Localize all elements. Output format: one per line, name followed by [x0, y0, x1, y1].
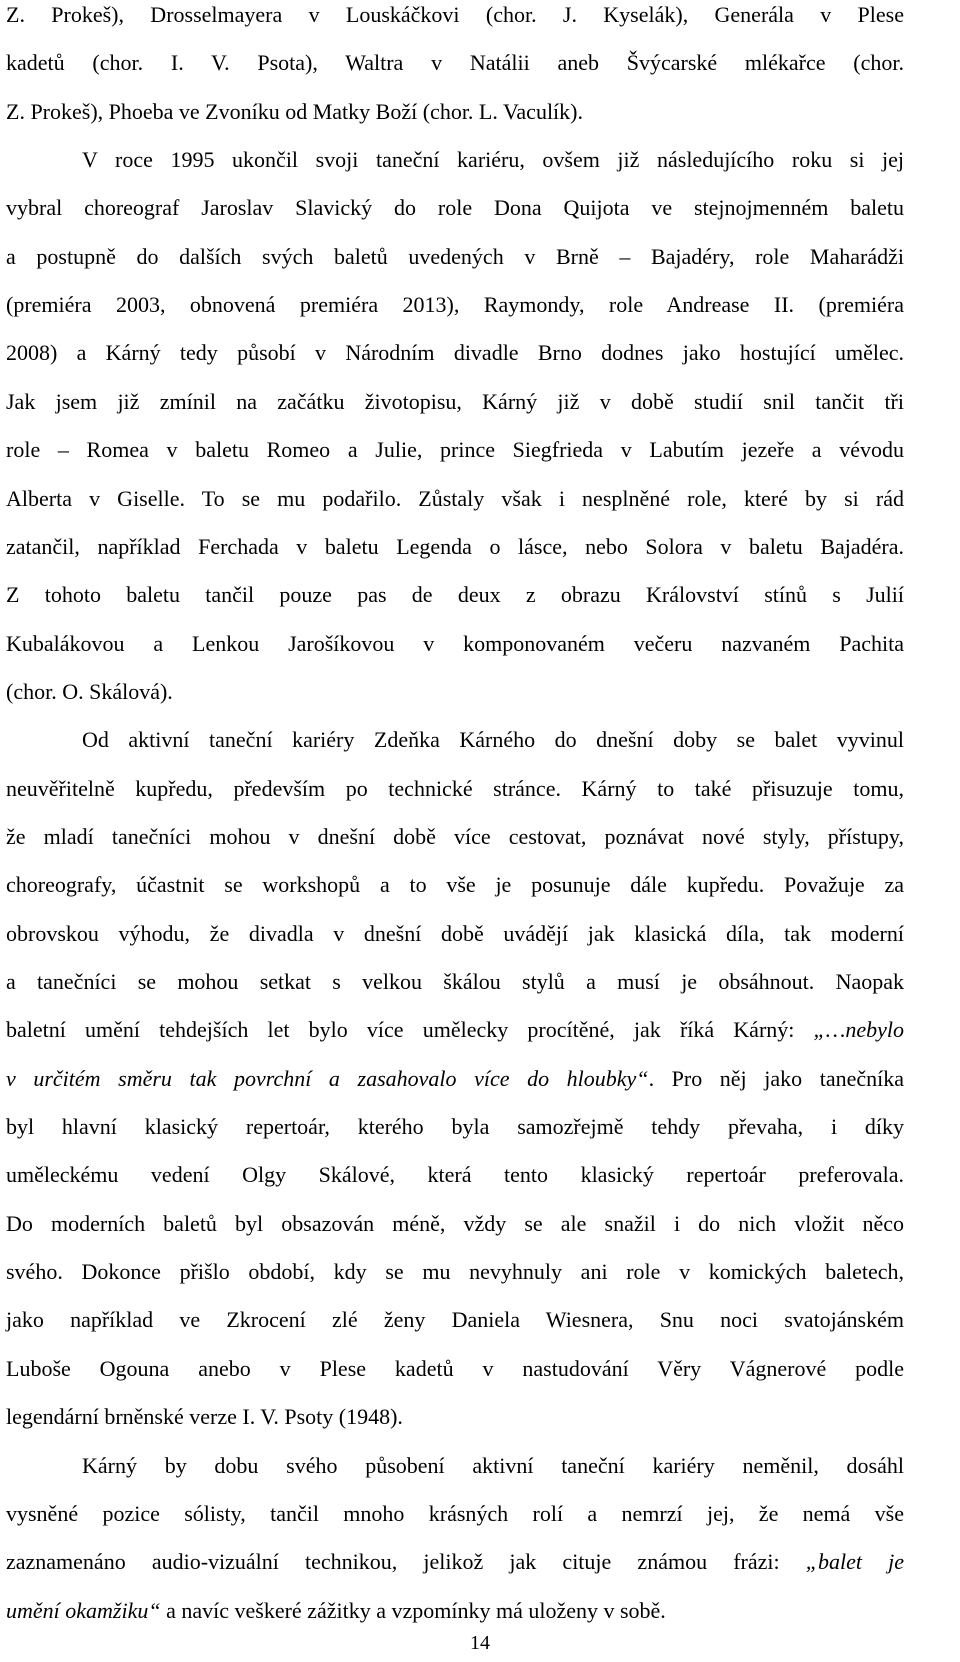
text-run: a navíc veškeré zážitky a vzpomínky má uloženy v sobě.	[160, 1597, 666, 1623]
text-line	[6, 193, 904, 223]
text-line	[6, 629, 904, 659]
text-run: že mladí tanečníci mohou v dnešní době více cestovat, poznávat nové styly, přístupy,	[6, 823, 904, 849]
text-run: a postupně do dalších svých baletů uvedených v Brně – Bajadéry, role Maharádži	[6, 243, 904, 269]
italic-quote: v určitém směru tak povrchní a zasahovalo více do hloubky“	[6, 1065, 649, 1091]
text-run: Z. Prokeš), Drosselmayera v Louskáčkovi (chor. J. Kyselák), Generála v Plese	[6, 2, 904, 27]
text-run: Od aktivní taneční kariéry Zdeňka Kárného do dnešní doby se balet vyvinul	[82, 727, 904, 753]
text-run: Kubalákovou a Lenkou Jarošíkovou v komponovaném večeru nazvaném Pachita	[6, 630, 904, 656]
text-run: obrovskou výhodu, že divadla v dnešní době uvádějí jak klasická díla, tak moderní	[6, 920, 904, 946]
text-line	[6, 290, 904, 320]
text-line	[82, 1451, 904, 1481]
text-line	[6, 1402, 904, 1432]
text-line	[6, 1209, 904, 1239]
text-line	[6, 532, 904, 562]
text-run: a tanečníci se mohou setkat s velkou škálou stylů a musí je obsáhnout. Naopak	[6, 969, 904, 994]
text-run: Alberta v Giselle. To se mu podařilo. Zůstaly však i nesplněné role, které by si rád	[6, 485, 904, 511]
text-run: role – Romea v baletu Romeo a Julie, prince Siegfrieda v Labutím jezeře a vévodu	[6, 437, 904, 463]
text-run: Z. Prokeš), Phoeba ve Zvoníku od Matky Boží (chor. L. Vaculík).	[6, 98, 583, 124]
text-line	[6, 242, 904, 272]
text-run: jako například ve Zkrocení zlé ženy Daniela Wiesnera, Snu noci svatojánském	[6, 1307, 904, 1333]
text-run: Do moderních baletů byl obsazován méně, vždy se ale snažil i do nich vložit něco	[6, 1210, 904, 1236]
text-run: choreografy, účastnit se workshopů a to vše je posunuje dále kupředu. Považuje za	[6, 872, 904, 898]
page-number: 14	[470, 1632, 490, 1654]
text-line	[6, 1499, 904, 1529]
text-run: Jak jsem již zmínil na začátku životopisu, Kárný již v době studií snil tančit tři	[6, 388, 904, 414]
text-line	[6, 1596, 904, 1626]
text-run: legendární brněnské verze I. V. Psoty (1948).	[6, 1404, 403, 1430]
italic-quote: umění okamžiku“	[6, 1597, 161, 1623]
text-line	[6, 580, 904, 610]
text-line	[6, 870, 904, 900]
text-run: . Pro něj jako tanečníka	[648, 1065, 904, 1091]
text-run: Luboše Ogouna anebo v Plese kadetů v nastudování Věry Vágnerové podle	[6, 1355, 904, 1381]
text-line	[6, 97, 904, 127]
text-line	[6, 919, 904, 949]
text-line	[82, 145, 904, 175]
text-line	[6, 774, 904, 804]
text-run: vybral choreograf Jaroslav Slavický do role Dona Quijota ve stejnojmenném baletu	[6, 195, 904, 221]
text-line	[6, 387, 904, 417]
text-run: neuvěřitelně kupředu, především po technické stránce. Kárný to také přisuzuje tomu,	[6, 775, 904, 801]
text-line	[6, 677, 904, 707]
text-run: byl hlavní klasický repertoár, kterého byla samozřejmě tehdy převaha, i díky	[6, 1114, 904, 1140]
text-line	[6, 0, 904, 30]
text-run: baletní umění tehdejších let bylo více umělecky procítěné, jak říká Kárný:	[6, 1017, 814, 1043]
text-run: Z tohoto baletu tančil pouze pas de deux z obrazu Království stínů s Julií	[6, 582, 904, 608]
text-run: zaznamenáno audio-vizuální technikou, jelikož jak cituje známou frázi:	[6, 1549, 806, 1575]
text-run: (premiéra 2003, obnovená premiéra 2013), Raymondy, role Andrease II. (premiéra	[6, 292, 904, 318]
text-line	[82, 725, 904, 755]
text-run: vysněné pozice sólisty, tančil mnoho krásných rolí a nemrzí jej, že nemá vše	[6, 1500, 904, 1526]
text-line	[6, 1112, 904, 1142]
text-run: Kárný by dobu svého působení aktivní taneční kariéry neměnil, dosáhl	[82, 1452, 904, 1478]
text-line	[6, 435, 904, 465]
text-run: V roce 1995 ukončil svoji taneční kariéru, ovšem již následujícího roku si jej	[82, 147, 904, 173]
text-line	[6, 1257, 904, 1287]
text-run: 2008) a Kárný tedy působí v Národním divadle Brno dodnes jako hostující umělec.	[6, 340, 904, 366]
text-line	[6, 338, 904, 368]
text-line	[6, 1160, 904, 1190]
italic-quote: „balet je	[805, 1549, 904, 1575]
text-line	[6, 1015, 904, 1045]
text-run: zatančil, například Ferchada v baletu Legenda o lásce, nebo Solora v baletu Bajadéra.	[6, 533, 904, 559]
text-run: svého. Dokonce přišlo období, kdy se mu nevyhnuly ani role v komických baletech,	[6, 1259, 904, 1285]
text-line	[6, 1547, 904, 1577]
text-line	[6, 1354, 904, 1384]
text-line	[6, 1064, 904, 1094]
text-line	[6, 48, 904, 78]
text-run: uměleckému vedení Olgy Skálové, která tento klasický repertoár preferovala.	[6, 1162, 904, 1188]
text-run: kadetů (chor. I. V. Psota), Waltra v Natálii aneb Švýcarské mlékařce (chor.	[6, 50, 904, 76]
text-line	[6, 484, 904, 514]
text-line	[6, 1305, 904, 1335]
text-run: (chor. O. Skálová).	[6, 678, 173, 704]
italic-quote: „…nebylo	[813, 1017, 904, 1043]
text-line	[6, 822, 904, 852]
text-line	[6, 967, 904, 997]
